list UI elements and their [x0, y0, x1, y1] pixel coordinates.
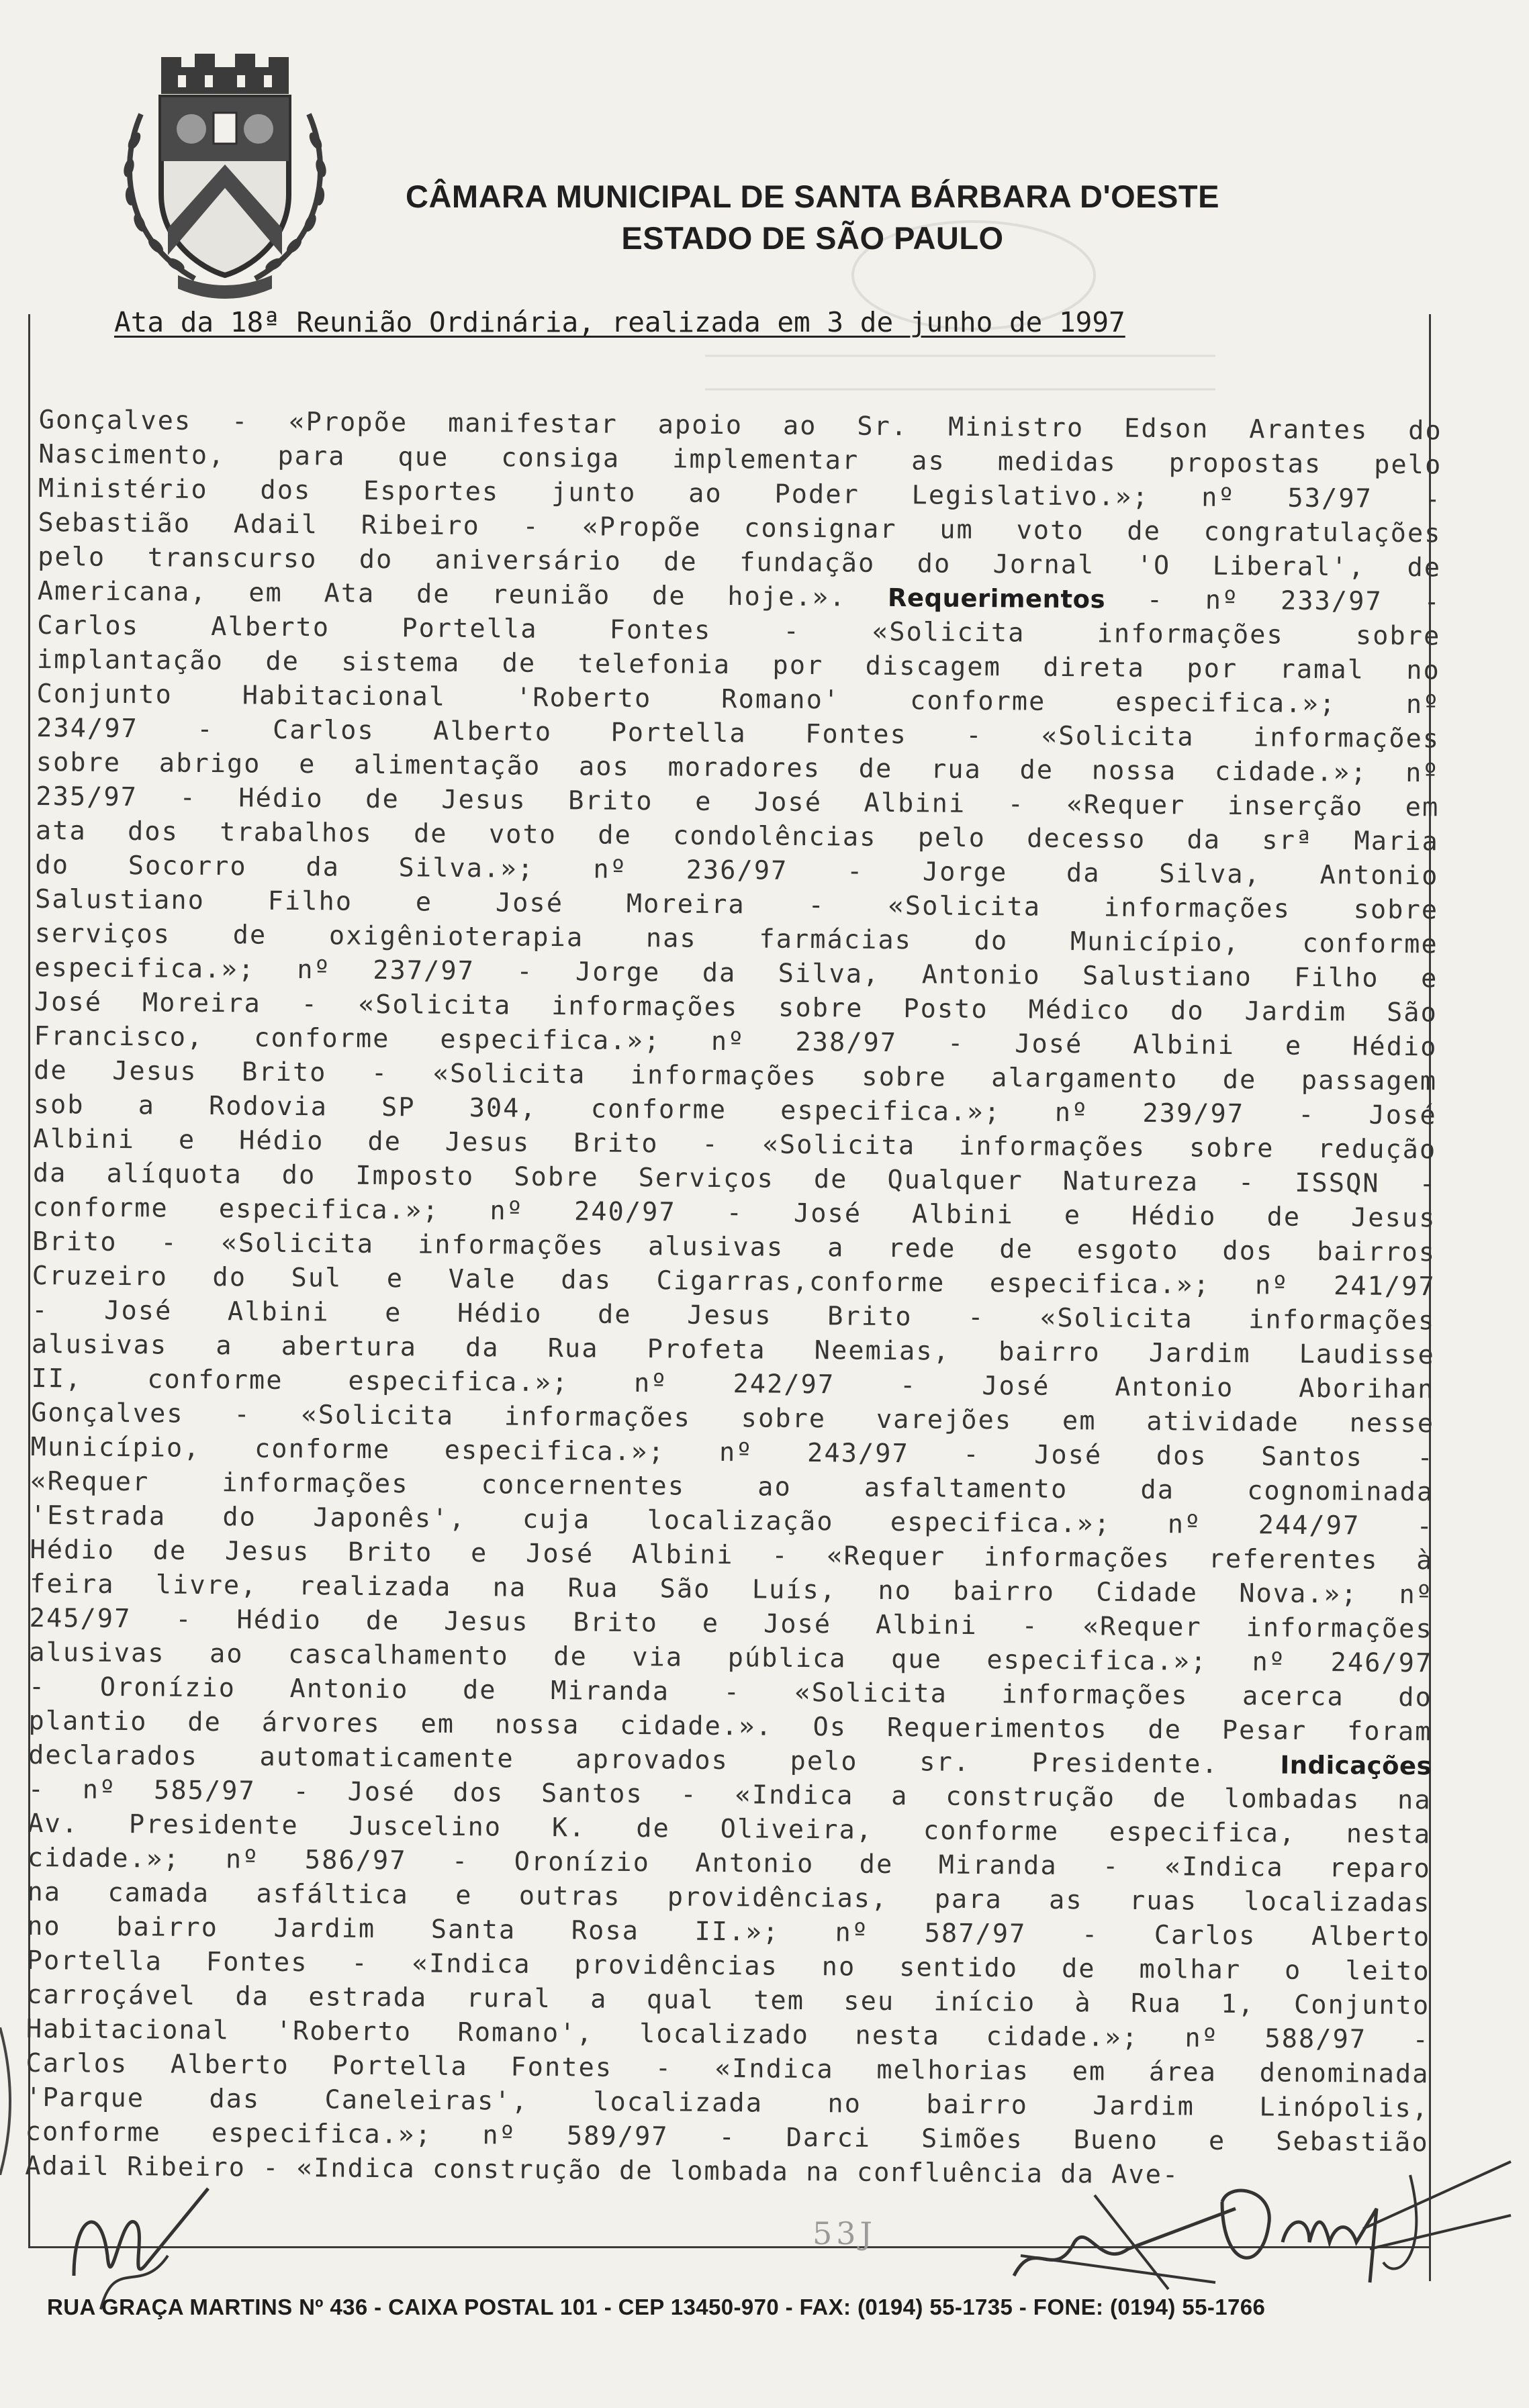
- body-line: sobre abrigo e alimentação aos moradores de rua de nossa cidade.»; nº: [36, 747, 1440, 789]
- institution-header: [403, 176, 1222, 259]
- body-line: carroçável da estrada rural a qual tem seu início à Rua 1, Conjunto: [26, 1979, 1430, 2021]
- body-line: conforme especifica.»; nº 240/97 - José Albini e Hédio de Jesus: [32, 1192, 1436, 1234]
- body-line: Conjunto Habitacional 'Roberto Romano' conforme especifica.»; nº: [36, 678, 1440, 720]
- body-line: ata dos trabalhos de voto de condolências pelo decesso da srª Maria: [35, 815, 1440, 857]
- body-line: Nascimento, para que consiga implementar as medidas propostas pelo: [38, 438, 1442, 481]
- body-line: serviços de oxigênioterapia nas farmácias do Município, conforme: [34, 918, 1438, 960]
- body-line: - José Albini e Hédio de Jesus Brito - «Solicita informações: [32, 1294, 1436, 1337]
- body-line: - nº 585/97 - José dos Santos - «Indica a construção de lombadas na: [28, 1774, 1432, 1816]
- minutes-title: Ata da 18ª Reunião Ordinária, realizada em 3 de junho de 1997: [114, 306, 1125, 338]
- body-line: Americana, em Ata de reunião de hoje.». Requerimentos - nº 233/97 -: [37, 575, 1441, 618]
- body-line: II, conforme especifica.»; nº 242/97 - José Antonio Aborihan: [31, 1363, 1435, 1405]
- margin-bracket-mark: [0, 2027, 20, 2175]
- body-line: da alíquota do Imposto Sobre Serviços de Qualquer Natureza - ISSQN -: [32, 1157, 1437, 1200]
- body-line: alusivas a abertura da Rua Profeta Neemias, bairro Jardim Laudisse: [31, 1329, 1436, 1371]
- body-line: Ministério dos Esportes junto ao Poder Legislativo.»; nº 53/97 -: [38, 473, 1442, 515]
- body-line: Salustiano Filho e José Moreira - «Solicita informações sobre: [35, 883, 1439, 926]
- body-line: Carlos Alberto Portella Fontes - «Indica melhorias em área denominada: [26, 2048, 1430, 2090]
- body-line: plantio de árvores em nossa cidade.». Os Requerimentos de Pesar foram: [28, 1705, 1432, 1747]
- body-line: Francisco, conforme especifica.»; nº 238/97 - José Albini e Hédio: [34, 1020, 1438, 1063]
- body-line: 235/97 - Hédio de Jesus Brito e José Albini - «Requer inserção em: [36, 781, 1440, 823]
- body-line: Adail Ribeiro - «Indica construção de lombada na confluência da Ave-: [25, 2150, 1180, 2190]
- body-line: feira livre, realizada na Rua São Luís, no bairro Cidade Nova.»; nº: [30, 1568, 1434, 1610]
- signature-right: [1209, 2148, 1518, 2296]
- body-line: na camada asfáltica e outras providências, para as ruas localizadas: [27, 1876, 1431, 1919]
- body-line: especifica.»; nº 237/97 - Jorge da Silva, Antonio Salustiano Filho e: [34, 952, 1438, 994]
- body-line: Gonçalves - «Propõe manifestar apoio ao Sr. Ministro Edson Arantes do: [38, 404, 1442, 446]
- body-line: Albini e Hédio de Jesus Brito - «Solicita informações sobre redução: [33, 1123, 1437, 1165]
- body-line: de Jesus Brito - «Solicita informações sobre alargamento de passagem: [34, 1055, 1438, 1097]
- body-line: Gonçalves - «Solicita informações sobre varejões em atividade nesse: [31, 1397, 1435, 1439]
- body-line: no bairro Jardim Santa Rosa II.»; nº 587/97 - Carlos Alberto: [26, 1911, 1431, 1953]
- body-line: Sebastião Adail Ribeiro - «Propõe consignar um voto de congratulações: [38, 507, 1442, 549]
- body-line: Brito - «Solicita informações alusivas a rede de esgoto dos bairros: [32, 1226, 1436, 1268]
- body-line: 234/97 - Carlos Alberto Portella Fontes - «Solicita informações: [36, 712, 1440, 755]
- body-line: 245/97 - Hédio de Jesus Brito e José Albini - «Requer informações: [29, 1602, 1433, 1645]
- section-heading: Indicações: [1280, 1750, 1432, 1781]
- body-line: do Socorro da Silva.»; nº 236/97 - Jorge da Silva, Antonio: [35, 849, 1439, 892]
- body-line: 'Estrada do Japonês', cuja localização especifica.»; nº 244/97 -: [30, 1500, 1434, 1542]
- body-line: «Requer informações concernentes ao asfaltamento da cognominada: [30, 1465, 1434, 1508]
- section-heading: Requerimentos: [887, 583, 1106, 614]
- body-line: conforme especifica.»; nº 589/97 - Darci Simões Bueno e Sebastião: [25, 2116, 1429, 2158]
- body-line: Hédio de Jesus Brito e José Albini - «Requer informações referentes à: [30, 1534, 1434, 1576]
- minutes-body-text: [25, 403, 1442, 2194]
- body-line: Município, conforme especifica.»; nº 243/97 - José dos Santos -: [30, 1431, 1434, 1474]
- institution-state: ESTADO DE SÃO PAULO: [621, 220, 1004, 256]
- address-footer: RUA GRAÇA MARTINS Nº 436 - CAIXA POSTAL 101 - CEP 13450-970 - FAX: (0194) 55-1735 - FONE: (0194) 55-1766: [47, 2295, 1266, 2319]
- body-line: cidade.»; nº 586/97 - Oronízio Antonio de Miranda - «Indica reparo: [27, 1842, 1432, 1884]
- body-line: Habitacional 'Roberto Romano', localizado nesta cidade.»; nº 588/97 -: [26, 2013, 1430, 2056]
- body-line: alusivas ao cascalhamento de via pública que especifica.»; nº 246/97: [29, 1637, 1433, 1679]
- body-line: implantação de sistema de telefonia por discagem direta por ramal no: [36, 644, 1441, 686]
- body-line: Portella Fontes - «Indica providências no sentido de molhar o leito: [26, 1945, 1430, 1987]
- body-line: 'Parque das Caneleiras', localizada no bairro Jardim Linópolis,: [25, 2082, 1430, 2124]
- body-line: Av. Presidente Juscelino K. de Oliveira, conforme especifica, nesta: [28, 1808, 1432, 1850]
- municipal-coat-of-arms-icon: [114, 54, 336, 302]
- body-line: Cruzeiro do Sul e Vale das Cigarras,conforme especifica.»; nº 241/97: [32, 1260, 1436, 1302]
- body-line: sob a Rodovia SP 304, conforme especifica.»; nº 239/97 - José: [33, 1089, 1437, 1131]
- body-line: Carlos Alberto Portella Fontes - «Solicita informações sobre: [37, 610, 1441, 652]
- body-line: José Moreira - «Solicita informações sobre Posto Médico do Jardim São: [34, 986, 1438, 1028]
- body-line: pelo transcurso do aniversário de fundação do Jornal 'O Liberal', de: [38, 541, 1442, 583]
- body-line: declarados automaticamente aprovados pelo sr. Presidente. Indicações: [28, 1739, 1432, 1781]
- handwritten-page-number: 53J: [813, 2215, 876, 2252]
- body-line: - Oronízio Antonio de Miranda - «Solicita informações acerca do: [28, 1671, 1433, 1713]
- institution-name: CÂMARA MUNICIPAL DE SANTA BÁRBARA D'OESTE: [406, 179, 1219, 214]
